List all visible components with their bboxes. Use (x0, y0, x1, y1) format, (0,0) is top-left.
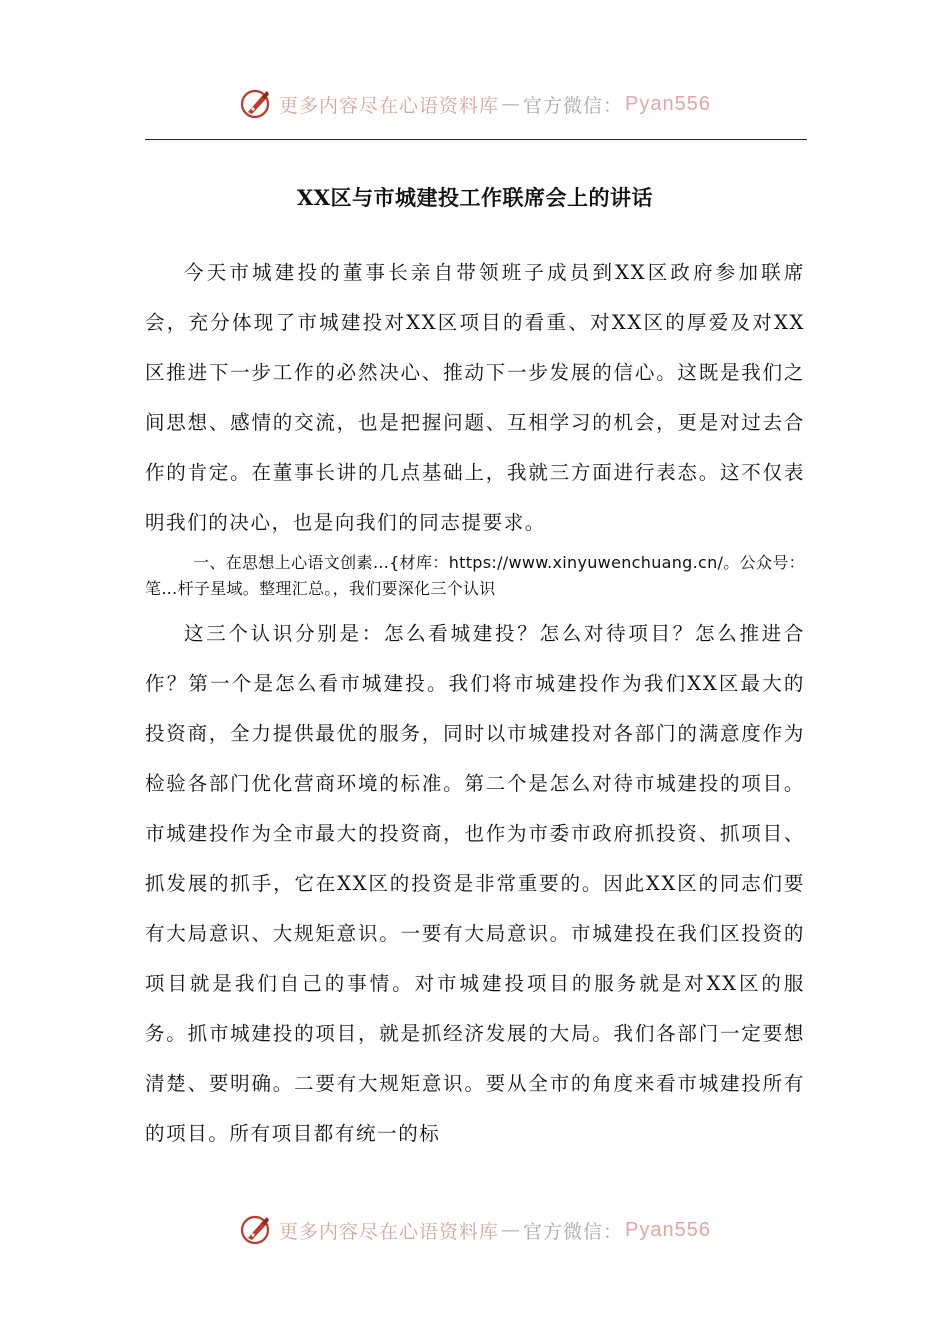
footer-watermark (0, 1210, 950, 1250)
header-divider (145, 139, 807, 140)
header-official-label: 官方微信： (523, 94, 624, 117)
header-brand-text: 更多内容尽在心语资料库 (279, 94, 500, 117)
paragraph-three-understandings: 这三个认识分别是：怎么看城建投？怎么对待项目？怎么推进合作？第一个是怎么看市城建投。我们将市城建投作为我们XX区最大的投资商，全力提供最优的服务，同时以市城建投对各部门的满意度作为检验各部门优化营商环境的标准。第二个是怎么对待市城建投的项目。市城建投作为全市最大的投资商，也作为市委市政府抓投资、抓项目、抓发展的抓手，它在XX区的投资是非常重要的。因此XX区的同志们要有大局意识、大规矩意识。一要有大局意识。市城建投在我们区投资的项目就是我们自己的事情。对市城建投项目的服务就是对XX区的服务。抓市城建投的项目，就是抓经济发展的大局。我们各部门一定要想清楚、要明确。二要有大规矩意识。要从全市的角度来看市城建投所有的项目。所有项目都有统一的标 (145, 622, 805, 1145)
document-body (145, 248, 805, 1159)
paragraph-section-heading: 一、在思想上心语文创素…{材库：https://www.xinyuwenchuang.cn/。公众号：笔…杆子星域。整理汇总。，我们要深化三个认识 (145, 553, 805, 598)
document-title: XX区与市城建投工作联席会上的讲话 (296, 185, 654, 210)
footer-wechat-id: Pyan556 (625, 1218, 711, 1241)
header-dash: — (501, 93, 522, 115)
footer-dash: — (501, 1219, 522, 1241)
footer-official-label: 官方微信： (523, 1220, 624, 1243)
pen-nib-circle-icon (239, 1213, 273, 1247)
pen-nib-circle-icon (239, 87, 273, 121)
header-wechat-id: Pyan556 (625, 92, 711, 115)
paragraph-intro: 今天市城建投的董事长亲自带领班子成员到XX区政府参加联席会，充分体现了市城建投对XX区项目的看重、对XX区的厚爱及对XX区推进下一步工作的必然决心、推动下一步发展的信心。这既是我们之间思想、感情的交流，也是把握问题、互相学习的机会，更是对过去合作的肯定。在董事长讲的几点基础上，我就三方面进行表态。这不仅表明我们的决心，也是向我们的同志提要求。 (145, 261, 805, 534)
header-watermark (0, 84, 950, 124)
footer-brand-text: 更多内容尽在心语资料库 (279, 1220, 500, 1243)
